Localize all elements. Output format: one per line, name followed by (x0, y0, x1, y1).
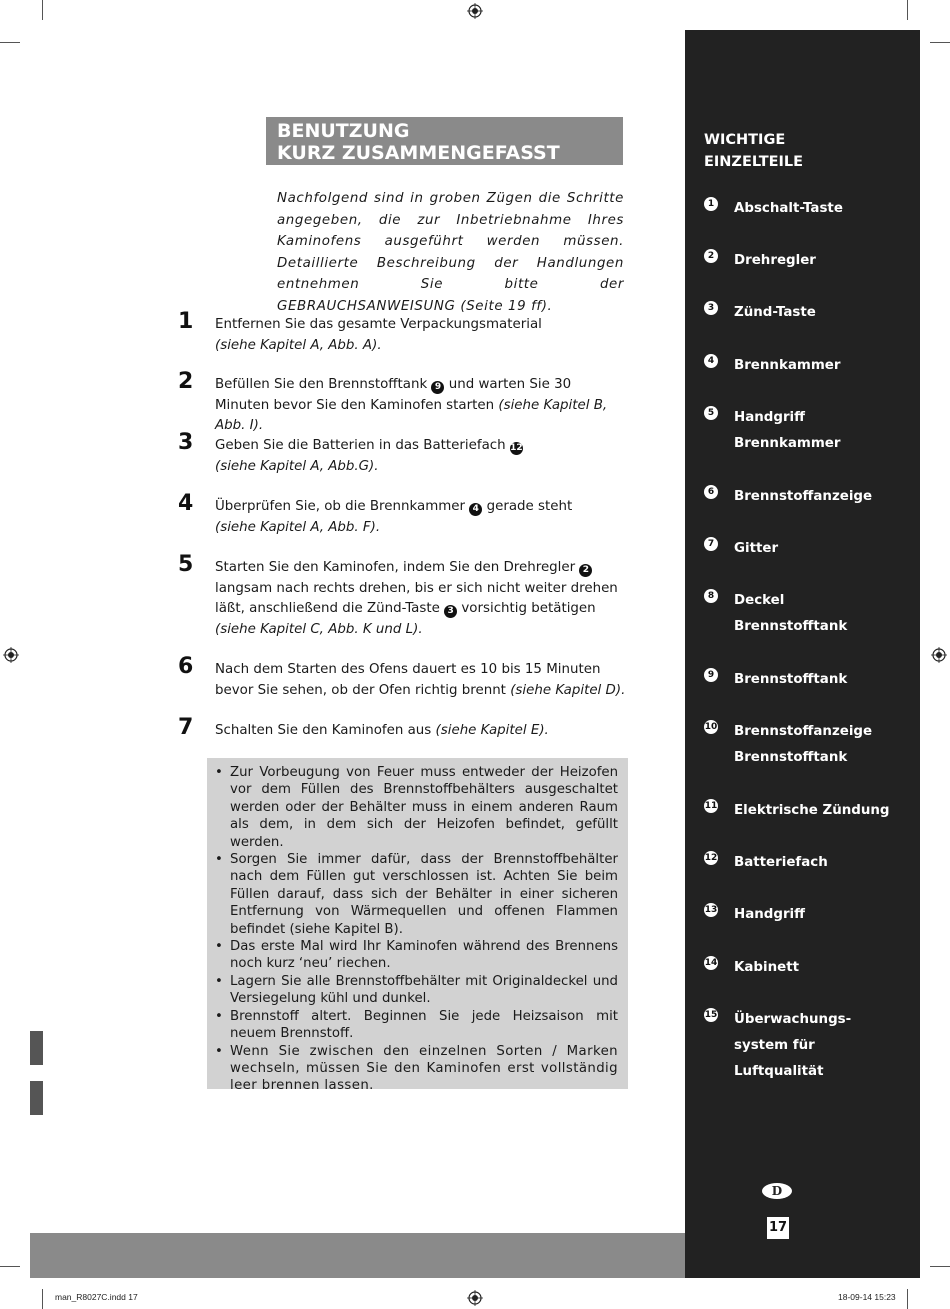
note-item: • Brennstoff altert. Beginnen Sie jede Heizsaison mit neuem Brennstoff. (213, 1008, 618, 1043)
safety-notes-box (207, 758, 628, 1094)
part-number-icon: 2 (579, 564, 592, 577)
crop-mark (907, 0, 908, 20)
step-reference: (siehe Kapitel A, Abb.G). (215, 458, 379, 474)
page-number: 17 (767, 1217, 789, 1239)
registration-mark-icon (3, 647, 19, 663)
step-text: Überprüfen Sie, ob die Brennkammer 4 gerade steht (siehe Kapitel A, Abb. F). (215, 499, 573, 535)
crop-mark (930, 42, 950, 43)
note-item: • Das erste Mal wird Ihr Kaminofen während des Brennens noch kurz ‘neu’ riechen. (213, 938, 618, 973)
crop-mark (907, 1289, 908, 1309)
part-number-icon: 11 (704, 801, 718, 811)
step-reference: (siehe Kapitel D). (510, 682, 626, 698)
part-number-icon: 5 (704, 406, 718, 420)
part-label: Handgriff Brennkammer (734, 410, 841, 451)
part-number-icon: 12 (510, 443, 523, 453)
part-number-icon: 2 (704, 249, 718, 263)
step-number: 5 (178, 552, 194, 577)
part-label: Brennstoffanzeige (734, 489, 873, 504)
crop-mark (42, 0, 43, 20)
step-text: Starten Sie den Kaminofen, indem Sie den Drehregler 2 langsam nach rechts drehen, bis er sich nicht weiter drehen läßt, anschließend die Zünd-Taste 3 vorsichtig betätigen (siehe Kapitel C, Abb. K und L). (215, 560, 618, 637)
part-label: Brennstoffanzeige Brennstofftank (734, 724, 873, 765)
part-label: Brennstofftank (734, 672, 848, 687)
slug-filename: man_R8027C.indd 17 (55, 1292, 138, 1302)
intro-paragraph: Nachfolgend sind in groben Zügen die Schritte angegeben, die zur Inbetriebnahme Ihres Kaminofens ausgeführt werden müssen. Detaillierte Beschreibung der Handlungen entnehmen Sie bitte der GEBRAUCHSANWEISUNG (Seite 19 ff). (277, 191, 624, 314)
step-text: Befüllen Sie den Brennstofftank 9 und warten Sie 30 Minuten bevor Sie den Kaminofen starten (siehe Kapitel B, Abb. I). (215, 377, 608, 433)
part-number-icon: 7 (704, 537, 718, 551)
part-number-icon: 12 (704, 853, 718, 863)
part-number-icon: 13 (704, 905, 718, 915)
crop-mark (42, 1289, 43, 1309)
page-title (266, 117, 623, 165)
part-number-icon: 6 (704, 485, 718, 499)
step-number: 3 (178, 430, 194, 455)
part-number-icon: 14 (704, 958, 718, 968)
title-line-1: BENUTZUNG (277, 120, 410, 142)
step-reference: (siehe Kapitel A, Abb. A). (215, 337, 382, 353)
step-number: 2 (178, 369, 194, 394)
part-number-icon: 4 (469, 503, 482, 516)
note-item: • Sorgen Sie immer dafür, dass der Brennstoffbehälter nach dem Füllen gut verschlossen ist. Achten Sie beim Füllen darauf, dass sich der Behälter in einer sicheren Entfernung von Wärmequellen und offenen Flammen befindet (siehe Kapitel B). (213, 851, 618, 938)
parts-sidebar (685, 30, 920, 1278)
part-number-icon: 9 (704, 668, 718, 682)
step-reference: (siehe Kapitel E). (435, 723, 549, 738)
registration-mark-icon (931, 647, 947, 663)
step-number: 1 (178, 309, 194, 334)
registration-mark-icon (467, 1290, 483, 1306)
step-number: 6 (178, 654, 194, 679)
note-item: • Zur Vorbeugung von Feuer muss entweder der Heizofen vor dem Füllen des Brennstoffbehälters ausgeschaltet werden oder der Behälter muss in einem anderen Raum als dem, in dem sich der Heizofen befindet, gefüllt werden. (213, 764, 618, 851)
note-item: • Wenn Sie zwischen den einzelnen Sorten / Marken wechseln, müssen Sie den Kaminofen erst vollständig leer brennen lassen. (213, 1043, 618, 1095)
part-label: Überwachungs- system für Luftqualität (734, 1012, 852, 1079)
footer-bar (30, 1233, 685, 1278)
section-tab-marker (30, 1031, 43, 1065)
part-label: Abschalt-Taste (734, 201, 843, 216)
part-number-icon: 3 (704, 301, 718, 315)
note-item: • Lagern Sie alle Brennstoffbehälter mit Originaldeckel und Versiegelung kühl und dunkel. (213, 973, 618, 1008)
step-reference: (siehe Kapitel A, Abb. F). (215, 519, 381, 535)
step-text: Geben Sie die Batterien in das Batteriefach 12 (siehe Kapitel A, Abb.G). (215, 438, 523, 474)
crop-mark (0, 1266, 20, 1267)
part-number-icon: 1 (704, 197, 718, 211)
part-label: Deckel Brennstofftank (734, 593, 848, 634)
registration-mark-icon (467, 3, 483, 19)
step-text: Entfernen Sie das gesamte Verpackungsmaterial (siehe Kapitel A, Abb. A). (215, 317, 542, 353)
part-label: Zünd-Taste (734, 305, 816, 320)
part-label: Drehregler (734, 253, 816, 268)
part-label: Handgriff (734, 907, 805, 922)
step-reference: (siehe Kapitel C, Abb. K und L). (215, 621, 423, 637)
title-line-2: KURZ ZUSAMMENGEFASST (277, 142, 560, 164)
step-number: 4 (178, 491, 194, 516)
part-label: Batteriefach (734, 855, 828, 870)
part-label: Kabinett (734, 960, 800, 975)
part-label: Brennkammer (734, 358, 841, 373)
step-text: Nach dem Starten des Ofens dauert es 10 bis 15 Minuten bevor Sie sehen, ob der Ofen richtig brennt (siehe Kapitel D). (215, 662, 626, 698)
part-label: Elektrische Zündung (734, 803, 890, 818)
step-text: Schalten Sie den Kaminofen aus (siehe Kapitel E). (215, 723, 549, 738)
part-label: Gitter (734, 541, 779, 556)
slug-timestamp: 18-09-14 15:23 (838, 1292, 896, 1302)
part-number-icon: 3 (444, 605, 457, 618)
part-number-icon: 15 (704, 1010, 718, 1020)
step-number: 7 (178, 715, 194, 740)
step-reference: (siehe Kapitel B, Abb. I). (215, 397, 608, 433)
part-number-icon: 4 (704, 354, 718, 368)
part-number-icon: 8 (704, 589, 718, 603)
part-number-icon: 10 (704, 722, 718, 732)
parts-title: WICHTIGE EINZELTEILE (704, 132, 804, 170)
crop-mark (930, 1266, 950, 1267)
language-badge: D (762, 1183, 792, 1199)
section-tab-marker (30, 1081, 43, 1115)
part-number-icon: 9 (431, 381, 444, 394)
crop-mark (0, 42, 20, 43)
